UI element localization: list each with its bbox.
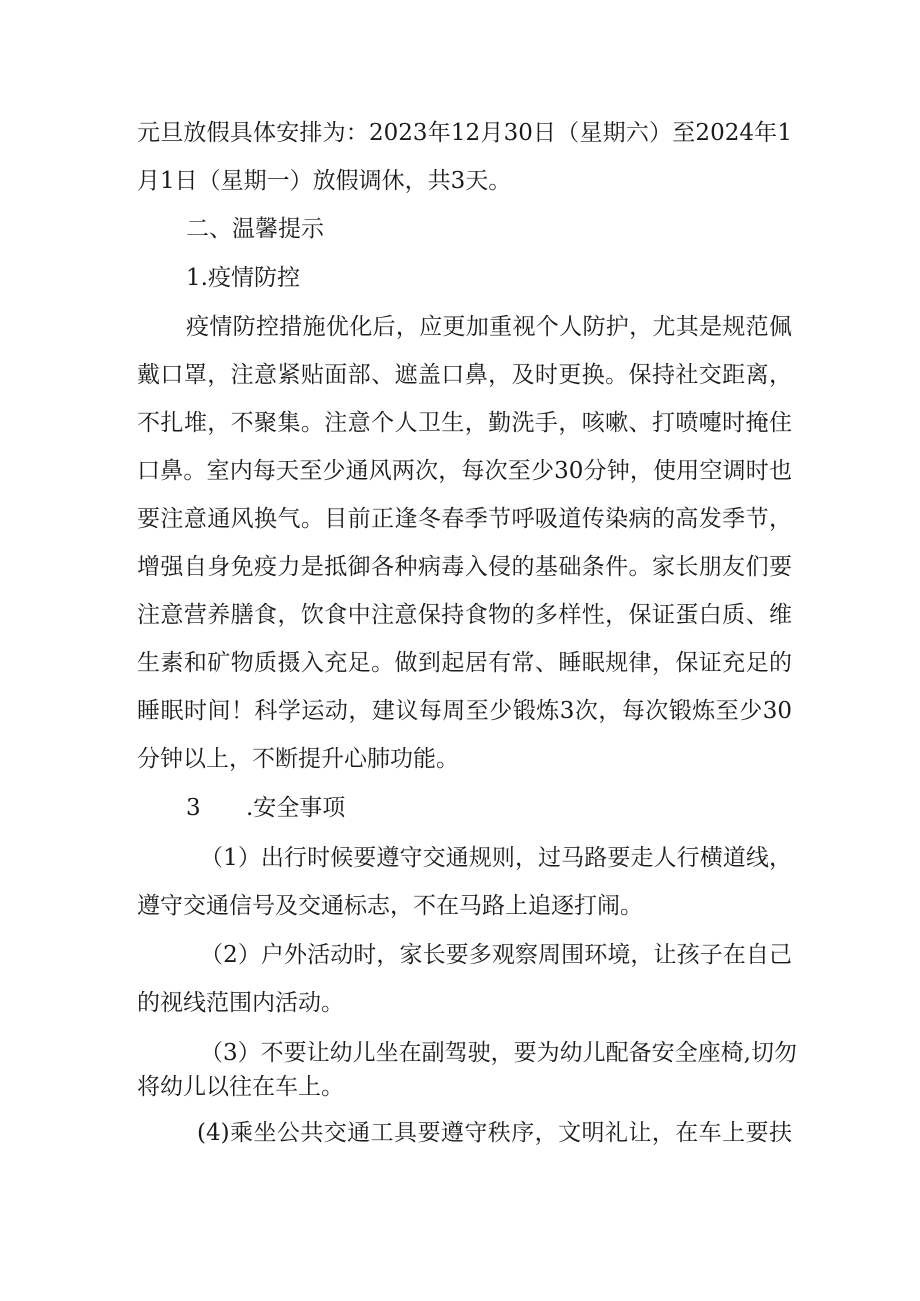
text-line: 增强自身免疫力是抵御各种病毒入侵的基础条件。家长朋友们要 — [137, 554, 792, 580]
text-line: 的视线范围内活动。 — [137, 990, 344, 1016]
text-line: (4)乘坐公共交通工具要遵守秩序，文明礼让，在车上要扶 — [197, 1120, 792, 1146]
text-line: 生素和矿物质摄入充足。做到起居有常、睡眠规律，保证充足的 — [137, 650, 792, 676]
text-line: 注意营养膳食，饮食中注意保持食物的多样性，保证蛋白质、维 — [137, 602, 792, 628]
text-line: 要注意通风换气。目前正逢冬春季节呼吸道传染病的高发季节， — [137, 506, 792, 532]
text-line: （3）不要让幼儿坐在副驾驶，要为幼儿配备安全座椅,切勿 — [200, 1040, 797, 1066]
text-line: 元旦放假具体安排为：2023年12月30日（星期六）至2024年1 — [137, 120, 792, 146]
text-line: （1）出行时候要遵守交通规则，过马路要走人行横道线， — [200, 845, 792, 871]
text-line: 戴口罩，注意紧贴面部、遮盖口鼻，及时更换。保持社交距离， — [137, 362, 792, 388]
text-line: 遵守交通信号及交通标志，不在马路上追逐打闹。 — [137, 893, 643, 919]
text-line: 不扎堆，不聚集。注意个人卫生，勤洗手，咳嗽、打喷嚏时掩住 — [137, 410, 792, 436]
text-line: 口鼻。室内每天至少通风两次，每次至少30分钟，使用空调时也 — [137, 458, 792, 484]
text-line: 将幼儿以往在车上。 — [137, 1074, 344, 1100]
subsection-heading: 1.疫情防控 — [186, 265, 300, 291]
subsection-heading: .安全事项 — [246, 795, 346, 821]
subsection-number: 3 — [186, 795, 201, 821]
text-line: 疫情防控措施优化后，应更加重视个人防护，尤其是规范佩 — [186, 314, 792, 340]
text-line: 月1日（星期一）放假调休，共3天。 — [137, 168, 512, 194]
text-line: 睡眠时间！科学运动，建议每周至少锻炼3次，每次锻炼至少30 — [137, 698, 792, 724]
text-line: （2）户外活动时，家长要多观察周围环境，让孩子在自己 — [200, 942, 792, 968]
section-heading: 二、温馨提示 — [186, 216, 324, 242]
text-line: 分钟以上，不断提升心肺功能。 — [137, 746, 459, 772]
